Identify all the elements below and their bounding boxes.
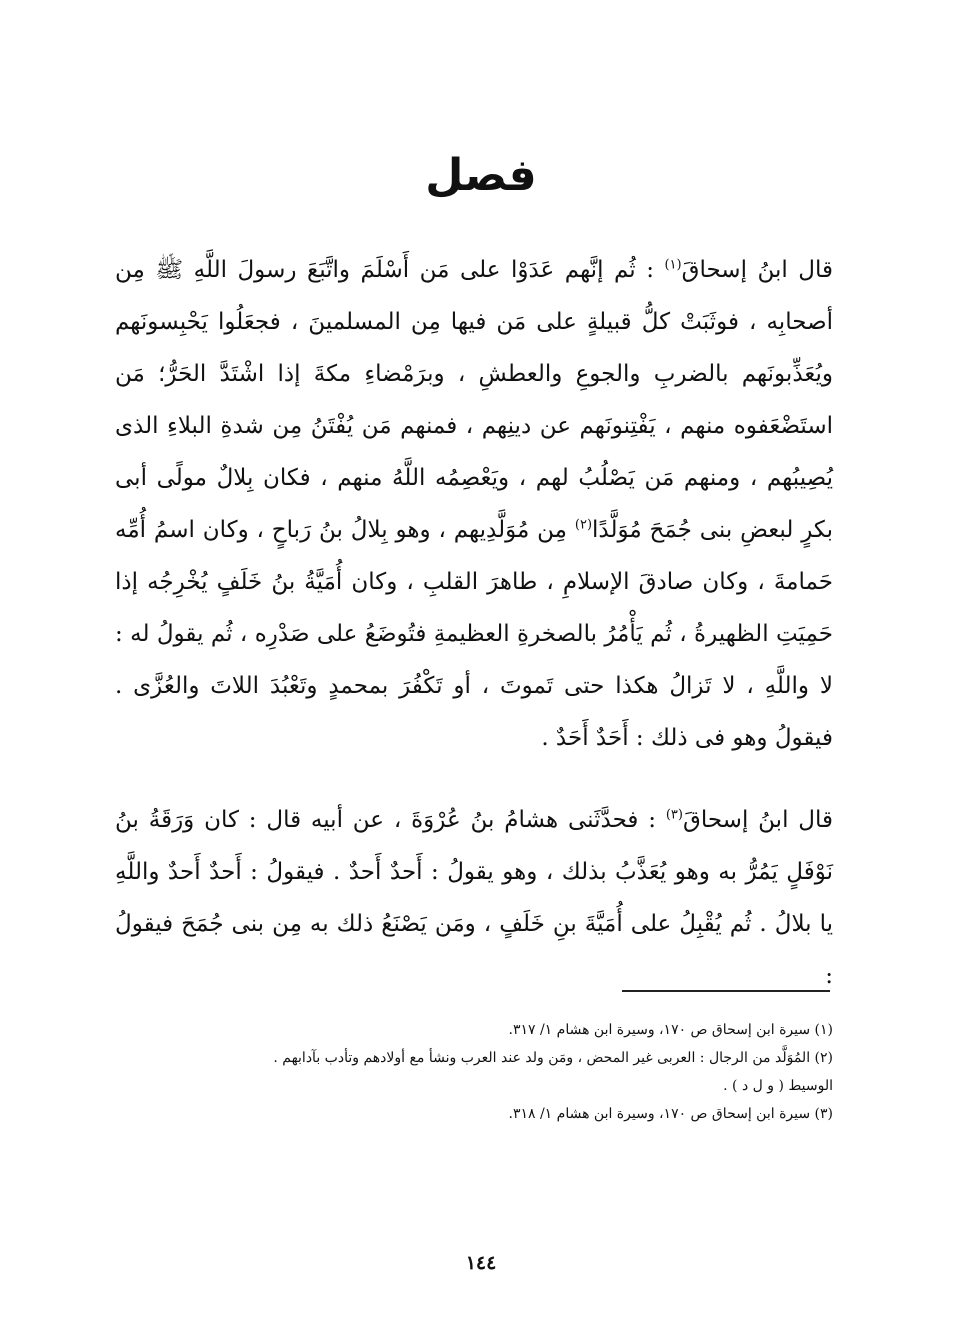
paragraph-1-text-continued: مِن مُوَلَّدِيهم ، وهو بِلالُ بنُ رَباحٍ ، وكان اسمُ أُمِّه حَمامةَ ، وكان صادقَ الإسلامِ ، طاهرَ القلبِ ، وكان أُمَيَّةُ بنُ خَلَفٍ يُخْرِجُه إذا حَمِيَتِ الظهيرةُ ، ثُم يَأْمُرُ بالصخرةِ العظيمةِ فتُوضَعُ على صَدْرِه ، ثُم يقولُ له : لا واللَّهِ ، لا تَزالُ هكذا حتى تَموتَ ، أو تَكْفُرَ بمحمدٍ وتَعْبُدَ اللاتَ والعُزَّى . فيقولُ وهو فى ذلك : أَحَدٌ أَحَدٌ . <box>115 517 833 751</box>
paragraph-1-lead: قال ابنُ إسحاقَ <box>681 257 833 283</box>
footnote-1: (١) سيرة ابن إسحاق ص ١٧٠، وسيرة ابن هشام ١/ ٣١٧. <box>508 1022 833 1038</box>
paragraph-2 <box>115 794 833 1002</box>
footnote-separator <box>622 990 830 992</box>
footnote-ref-3: (٣) <box>665 807 683 823</box>
footnote-3: (٣) سيرة ابن إسحاق ص ١٧٠، وسيرة ابن هشام ١/ ٣١٨. <box>508 1106 833 1122</box>
footnote-2-continuation: الوسيط ( و ل د ) . <box>723 1078 833 1094</box>
paragraph-2-lead: قال ابنُ إسحاقَ <box>682 807 834 833</box>
footnotes <box>115 1016 833 1128</box>
paragraph-1 <box>115 244 833 764</box>
footnote-2: (٢) المُوَلَّد من الرجال : العربى غير المحض ، ومَن ولد عند العرب ونشأ مع أولادهم وتأدب بآدابهم . <box>273 1050 833 1066</box>
paragraph-1-text: : ثُم إنَّهم عَدَوْا على مَن أَسْلَمَ واتَّبَعَ رسولَ اللَّهِ ﷺ مِن أصحابِه ، فوثَبَتْ كلُّ قبيلةٍ على مَن فيها مِن المسلمينَ ، فجعَلُوا يَحْبِسونَهم ويُعَذِّبونَهم بالضربِ والجوعِ والعطشِ ، وبرَمْضاءِ مكةَ إذا اشْتَدَّ الحَرُّ؛ مَن استَضْعَفوه منهم ، يَفْتِنونَهم عن دينِهم ، فمنهم مَن يُفْتَنُ مِن شدةِ البلاءِ الذى يُصِيبُهم ، ومنهم مَن يَصْلُبُ لهم ، ويَعْصِمُه اللَّهُ منهم ، فكان بِلالٌ مولًى أبى بكرٍ لبعضِ بنى جُمَحَ مُوَلَّدًا <box>115 257 833 543</box>
footnote-ref-1: (١) <box>664 257 682 273</box>
paragraph-2-text: : فحدَّثَنى هشامُ بنُ عُرْوَةَ ، عن أبيه قال : كان وَرَقَةُ بنُ نَوْفَلٍ يَمُرُّ به وهو يُعَذَّبُ بذلك ، وهو يقولُ : أَحدٌ أَحدٌ . فيقولُ : أَحدٌ أَحدٌ واللَّهِ يا بلالُ . ثُم يُقْبِلُ على أُمَيَّةَ بنِ خَلَفٍ ، ومَن يَصْنَعُ ذلك به مِن بنى جُمَحَ فيقولُ : <box>115 807 834 989</box>
page-number: ١٤٤ <box>465 1252 497 1274</box>
footnote-ref-2: (٢) <box>574 517 593 533</box>
section-heading: فصل <box>425 150 537 201</box>
